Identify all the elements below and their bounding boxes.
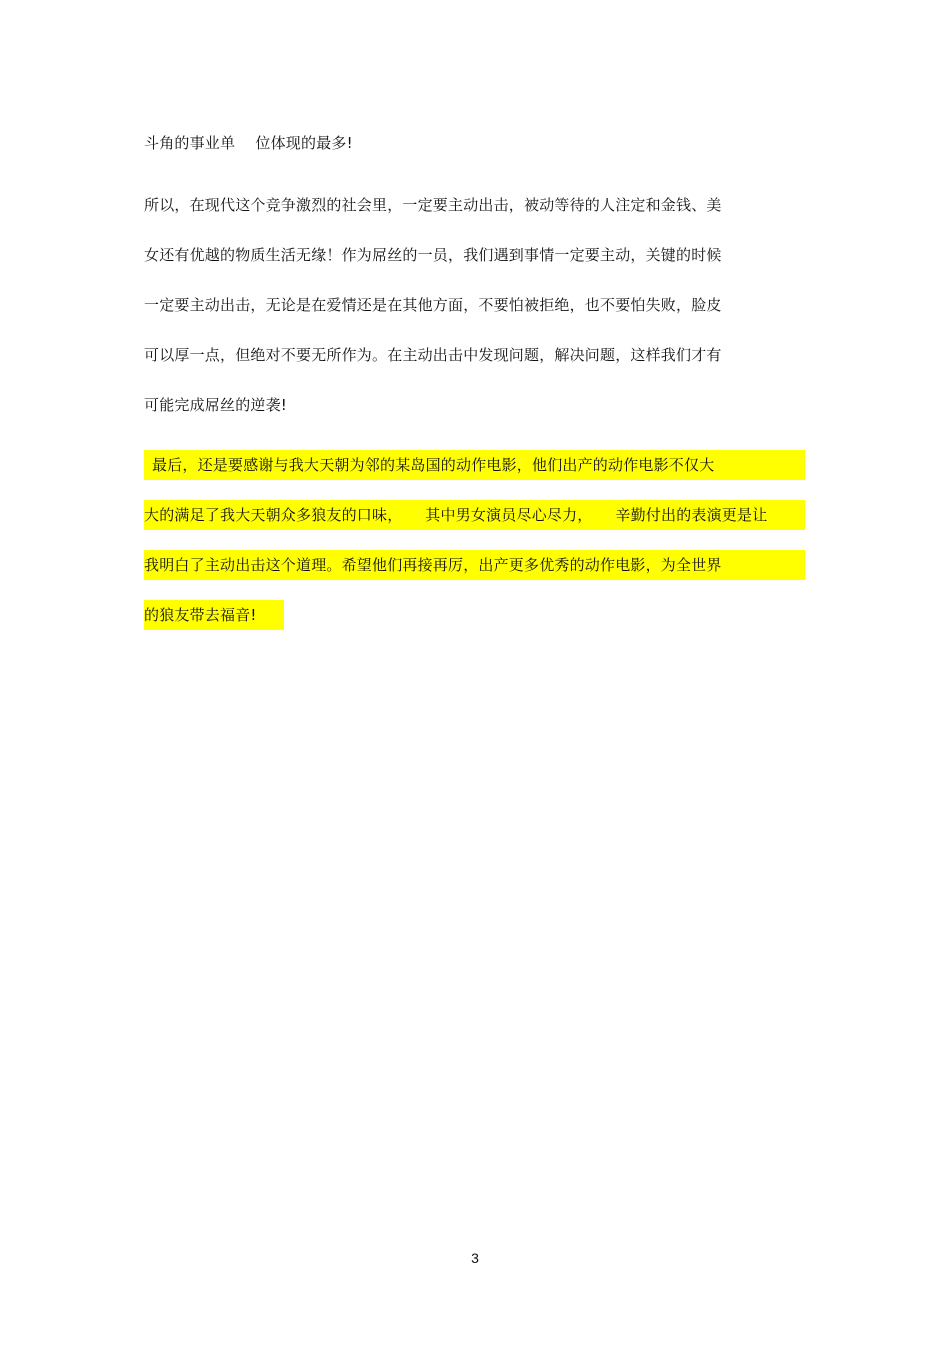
paragraph-line: 一定要主动出击，无论是在爱情还是在其他方面，不要怕被拒绝，也不要怕失败，脸皮	[144, 296, 722, 314]
highlighted-line: 最后，还是要感谢与我大天朝为邻的某岛国的动作电影，他们出产的动作电影不仅大	[152, 456, 715, 474]
highlighted-line: 的狼友带去福音!	[144, 606, 257, 624]
highlighted-line: 大的满足了我大天朝众多狼友的口味， 其中男女演员尽心尽力， 辛勤付出的表演更是让	[144, 506, 768, 524]
paragraph-line: 斗角的事业单 位体现的最多!	[144, 134, 353, 152]
paragraph-line: 女还有优越的物质生活无缘！作为屌丝的一员，我们遇到事情一定要主动，关键的时候	[144, 246, 722, 264]
paragraph-line: 可以厚一点，但绝对不要无所作为。在主动出击中发现问题，解决问题，这样我们才有	[144, 346, 722, 364]
highlighted-line: 我明白了主动出击这个道理。希望他们再接再厉，出产更多优秀的动作电影，为全世界	[144, 556, 722, 574]
paragraph-line: 所以，在现代这个竞争激烈的社会里，一定要主动出击，被动等待的人注定和金钱、美	[144, 196, 722, 214]
paragraph-line: 可能完成屌丝的逆袭!	[144, 396, 288, 414]
page-number: 3	[471, 1250, 479, 1266]
